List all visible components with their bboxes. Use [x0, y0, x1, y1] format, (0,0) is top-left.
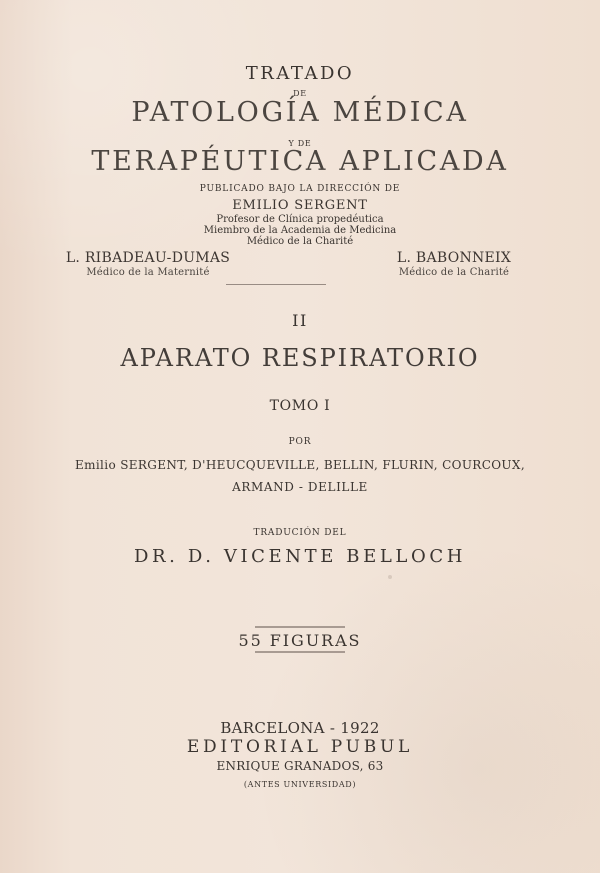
- figures-top-rule: [255, 626, 345, 628]
- coauthor-right-name: L. BABONNEIX: [396, 250, 512, 266]
- publisher-former-address: (ANTES UNIVERSIDAD): [243, 780, 357, 789]
- title-line-2: DE: [293, 89, 307, 98]
- director-name: EMILIO SERGENT: [232, 198, 368, 213]
- coauthor-left-name: L. RIBADEAU-DUMAS: [65, 250, 231, 266]
- direction-intro: PUBLICADO BAJO LA DIRECCIÓN DE: [199, 184, 401, 194]
- figures-label: 55 FIGURAS: [238, 631, 362, 650]
- publisher-address: ENRIQUE GRANADOS, 63: [216, 759, 384, 773]
- director-role-3: Médico de la Charité: [246, 236, 354, 247]
- tomo-label: TOMO I: [269, 398, 331, 414]
- title-line-1: TRATADO: [245, 63, 355, 84]
- figures-bottom-rule: [255, 651, 345, 653]
- publisher-name: EDITORIAL PUBUL: [186, 737, 414, 757]
- coauthor-left-role: Médico de la Maternité: [86, 267, 210, 278]
- page-mark: [388, 575, 392, 579]
- coauthor-right-role: Médico de la Charité: [398, 267, 510, 278]
- por-label: POR: [288, 437, 312, 447]
- coauthor-left: [58, 250, 238, 278]
- title-line-3: PATOLOGÍA MÉDICA: [131, 97, 469, 128]
- title-line-4: Y DE: [288, 139, 312, 148]
- director-role-1: Profesor de Clínica propedéutica: [216, 214, 384, 225]
- contributors-line-1: Emilio SERGENT, D'HEUCQUEVILLE, BELLIN, FLURIN, COURCOUX,: [75, 458, 525, 472]
- translator-name: DR. D. VICENTE BELLOCH: [134, 546, 466, 567]
- section-title: APARATO RESPIRATORIO: [120, 344, 480, 372]
- city-year: BARCELONA - 1922: [220, 719, 380, 737]
- volume-number: II: [292, 311, 308, 330]
- translation-intro: TRADUCIÓN DEL: [253, 528, 347, 538]
- coauthor-right: [374, 250, 534, 278]
- divider-upper: [226, 284, 326, 285]
- title-line-5: TERAPÉUTICA APLICADA: [91, 146, 509, 177]
- director-role-2: Miembro de la Academia de Medicina: [203, 225, 397, 236]
- contributors-line-2: ARMAND - DELILLE: [232, 480, 368, 494]
